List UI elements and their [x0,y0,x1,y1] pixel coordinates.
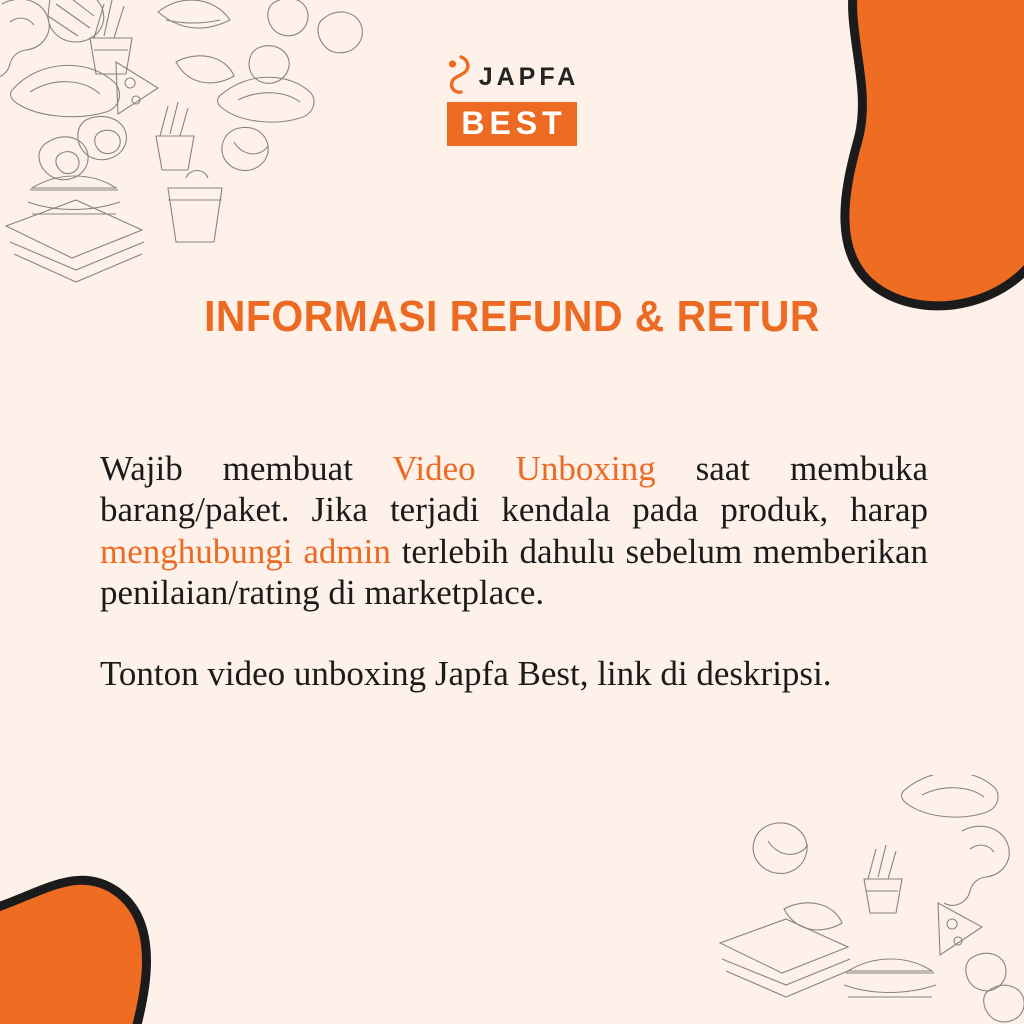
brand-logo [0,56,1024,146]
logo-brand-word: JAPFA [478,62,580,91]
paragraph-refund-policy [100,448,928,613]
orange-blob-bottom-left [0,799,240,1024]
text-segment-1: Wajib membuat [100,449,393,488]
body-copy [100,448,928,694]
text-segment-2: saat membuka barang/paket. Jika terjadi kendala pada produk, harap [100,449,929,530]
food-doodles-bottom-right [700,775,1024,1024]
paragraph-watch-video: Tonton video unboxing Japfa Best, link di deskripsi. [100,654,832,694]
japfa-swirl-icon [445,55,473,100]
highlight-contact-admin: menghubungi admin [100,531,391,571]
text-segment-3: terlebih dahulu sebelum memberikan penilaian/rating di marketplace. [100,531,928,612]
logo-brand-badge: BEST [447,102,576,146]
highlight-video-unboxing: Video Unboxing [392,449,656,488]
food-doodles-top-left [0,0,390,297]
page-title: INFORMASI REFUND & RETUR [204,292,820,341]
